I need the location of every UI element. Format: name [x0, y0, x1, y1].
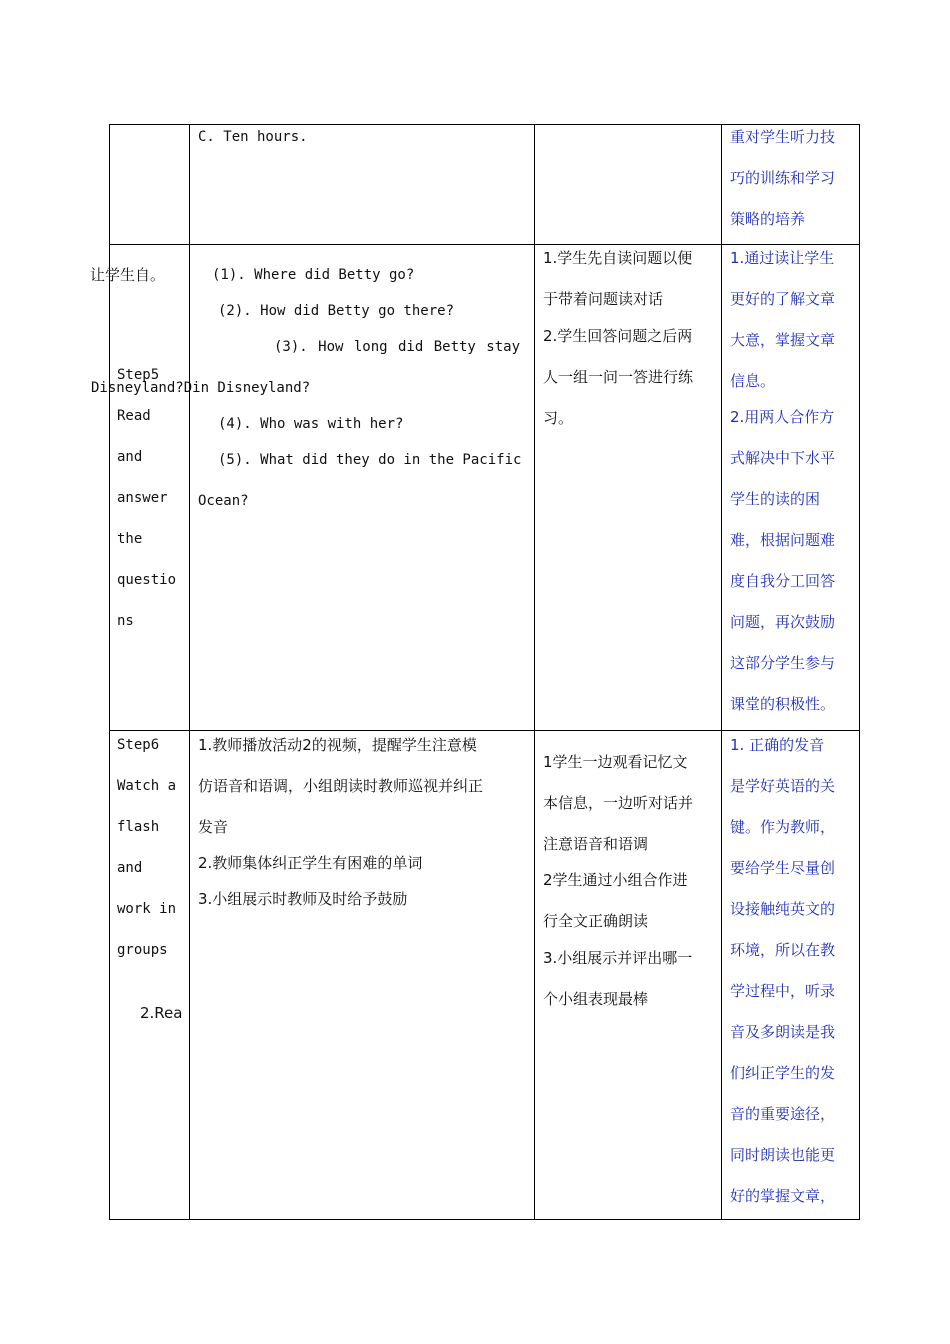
purpose-line: 好的掌握文章，: [730, 1187, 836, 1205]
purpose-line: 学生的读的困: [730, 490, 821, 508]
student-line: 行全文正确朗读: [543, 912, 649, 930]
table-border-left: [109, 124, 110, 1220]
row2-purpose: [730, 238, 835, 402]
student-line: 本信息，一边听对话并: [543, 794, 694, 812]
column-divider-1: [189, 124, 190, 1220]
step-line: flash: [117, 819, 160, 835]
purpose-line: 设接触纯英文的: [730, 900, 836, 918]
teacher-line: 发音: [198, 818, 229, 836]
purpose-line: 巧的训练和学习: [730, 169, 836, 187]
purpose-line: 度自我分工回答: [730, 572, 836, 590]
student-line: 2学生通过小组合作进: [543, 871, 688, 889]
student-line: 2.学生回答问题之后两: [543, 327, 693, 345]
purpose-line: 音的重要途径，: [730, 1105, 836, 1123]
purpose-line: 学过程中，听录: [730, 982, 836, 1000]
purpose-line: 2.用两人合作方: [730, 408, 835, 426]
step-line: the: [117, 531, 143, 547]
question-5: (5). What did they do in the Pacific: [218, 452, 522, 468]
purpose-line: 1. 正确的发音: [730, 736, 825, 754]
overflow-text: 让学生自。: [90, 266, 166, 284]
purpose-line: 1.通过读让学生: [730, 249, 835, 267]
teacher-line: 1.教师播放活动2的视频，提醒学生注意模: [198, 736, 477, 754]
teacher-line: 仿语音和语调，小组朗读时教师巡视并纠正: [198, 777, 484, 795]
purpose-line: 是学好英语的关: [730, 777, 836, 795]
row3-student-activity: [543, 742, 693, 865]
row3-step-label: [117, 725, 176, 971]
step-line: answer: [117, 490, 168, 506]
question-4: (4). Who was with her?: [218, 416, 404, 432]
column-divider-3: [721, 124, 722, 1220]
step-line: Step6: [117, 737, 160, 753]
student-line: 于带着问题读对话: [543, 290, 664, 308]
row2-purpose-2: [730, 397, 835, 725]
purpose-line: 策略的培养: [730, 210, 806, 228]
row2-overlap-text: Disneyland?Din Disneyland?: [91, 380, 311, 396]
purpose-line: 式解决中下水平: [730, 449, 836, 467]
purpose-line: 难，根据问题难: [730, 531, 836, 549]
student-line: 1学生一边观看记忆文: [543, 753, 688, 771]
purpose-line: 大意，掌握文章: [730, 331, 836, 349]
purpose-line: 问题，再次鼓励: [730, 613, 836, 631]
step-line: and: [117, 449, 143, 465]
student-line: 注意语音和语调: [543, 835, 649, 853]
row3-student-activity-3: [543, 938, 692, 1020]
purpose-line: 信息。: [730, 372, 776, 390]
table-border-right: [859, 124, 860, 1220]
step-line: groups: [117, 942, 168, 958]
step-line: Read: [117, 408, 151, 424]
step-line: Watch a: [117, 778, 177, 794]
teacher-line: 2.教师集体纠正学生有困难的单词: [198, 854, 423, 872]
row2-student-activity-2: [543, 316, 693, 439]
purpose-line: 重对学生听力技: [730, 128, 836, 146]
purpose-line: 键。作为教师，: [730, 818, 836, 836]
row1-activity-line: C. Ten hours.: [198, 129, 308, 145]
row2-step-label: [117, 355, 176, 642]
question-2: (2). How did Betty go there?: [218, 303, 455, 319]
step-line: questio: [117, 572, 177, 588]
row3-teacher-activity: [198, 725, 483, 848]
purpose-line: 同时朗读也能更: [730, 1146, 836, 1164]
purpose-line: 更好的了解文章: [730, 290, 836, 308]
step-line: ns: [117, 613, 134, 629]
teacher-line: 3.小组展示时教师及时给予鼓励: [198, 890, 408, 908]
row1-purpose: [730, 117, 835, 240]
purpose-line: 们纠正学生的发: [730, 1064, 836, 1082]
row2-student-activity: [543, 238, 692, 320]
student-line: 个小组表现最棒: [543, 990, 649, 1008]
purpose-line: 音及多朗读是我: [730, 1023, 836, 1041]
student-line: 习。: [543, 409, 574, 427]
purpose-line: 这部分学生参与: [730, 654, 836, 672]
purpose-line: 环境，所以在教: [730, 941, 836, 959]
step-line: work in: [117, 901, 177, 917]
student-line: 3.小组展示并评出哪一: [543, 949, 693, 967]
question-5-cont: Ocean?: [198, 493, 249, 509]
row3-step-extra: 2.Rea: [140, 1004, 183, 1022]
student-line: 1.学生先自读问题以便: [543, 249, 693, 267]
row3-purpose: [730, 725, 835, 1217]
row3-teacher-activity-2: [198, 845, 422, 917]
question-3: (3). How long did Betty stay: [274, 339, 521, 355]
student-line: 人一组一问一答进行练: [543, 368, 694, 386]
column-divider-2: [534, 124, 535, 1220]
purpose-line: 要给学生尽量创: [730, 859, 836, 877]
purpose-line: 课堂的积极性。: [730, 695, 836, 713]
question-1: (1). Where did Betty go?: [212, 267, 415, 283]
step-line: Step5: [117, 367, 160, 383]
row3-student-activity-2: [543, 860, 688, 942]
step-line: and: [117, 860, 143, 876]
table-border-bottom: [109, 1219, 860, 1220]
